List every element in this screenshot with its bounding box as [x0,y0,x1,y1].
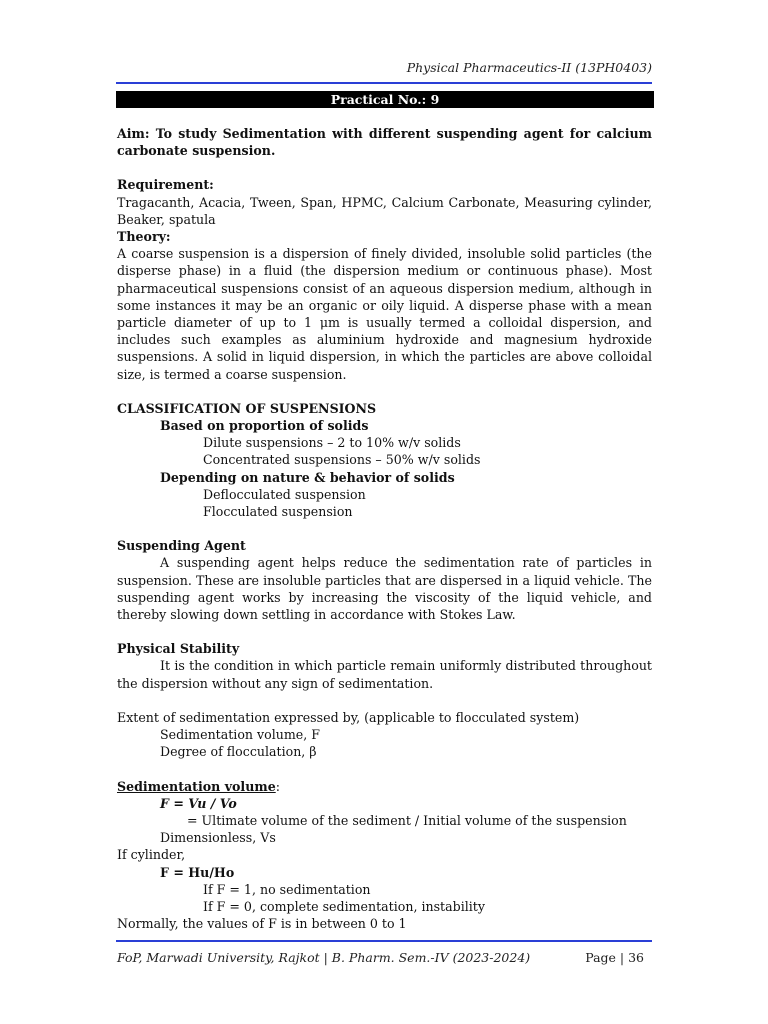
footer-divider [116,940,652,942]
practical-title: Practical No.: 9 [330,92,440,107]
header-divider [116,82,652,84]
formula-sedimentation-volume: F = Vu / Vo [160,795,237,811]
physical-stability-text: It is the condition in which particle remain uniformly distributed throughout the dispersion without any sign of sedimentation. [117,658,652,691]
formula-height-ratio: F = Hu/Ho [160,864,235,880]
classification-heading: CLASSIFICATION OF SUSPENSIONS [117,400,377,416]
extent-item: Sedimentation volume, F [160,727,321,743]
theory-heading: Theory: [117,229,171,245]
page-number: Page | 36 [585,950,644,965]
classification-item: Concentrated suspensions – 50% w/v solids [203,452,481,468]
case-item: If F = 0, complete sedimentation, instability [203,898,485,914]
classification-item: Dilute suspensions – 2 to 10% w/v solids [203,435,461,451]
aim-text: Aim: To study Sedimentation with different suspending agent for calcium carbonate suspension. [117,126,652,159]
requirement-text: Tragacanth, Acacia, Tween, Span, HPMC, Calcium Carbonate, Measuring cylinder, Beaker, spatula [117,194,652,227]
extent-item: Degree of flocculation, β [160,744,317,760]
sedimentation-volume-heading: Sedimentation volume [117,778,276,794]
requirement-heading: Requirement: [117,177,214,193]
dimension-text: Dimensionless, Vs [160,830,276,846]
classification-item: Flocculated suspension [203,504,353,520]
classification-group-title: Based on proportion of solids [160,418,369,434]
classification-group-title: Depending on nature & behavior of solids [160,469,455,485]
suspending-agent-heading: Suspending Agent [117,538,246,554]
practical-title-bar [116,91,654,108]
if-cylinder-text: If cylinder, [117,847,186,863]
classification-item: Deflocculated suspension [203,486,366,502]
suspending-agent-text: A suspending agent helps reduce the sedimentation rate of particles in suspension. These are insoluble particles that are dispersed in a liquid vehicle. The suspending agent works by increasing the viscosity of the liquid vehicle, and thereby slowing down settling in accordance with Stokes Law. [117,555,652,623]
sedimentation-volume-heading-line [117,778,652,795]
heading-colon: : [275,778,280,794]
case-item: If F = 1, no sedimentation [203,881,371,897]
formula-definition: = Ultimate volume of the sediment / Initial volume of the suspension [187,812,627,828]
extent-intro: Extent of sedimentation expressed by, (applicable to flocculated system) [117,709,580,725]
normally-text: Normally, the values of F is in between 0 to 1 [117,916,407,932]
header-course-title: Physical Pharmaceutics-II (13PH0403) [406,60,652,75]
page-content [117,125,652,932]
theory-text: A coarse suspension is a dispersion of finely divided, insoluble solid particles (the disperse phase) in a fluid (the dispersion medium or continuous phase). Most pharmaceutical suspensions consist of an aqueous dispersion medium, although in some instances it may be an organic or oily liquid. A disperse phase with a mean particle diameter of up to 1 μm is usually termed a colloidal dispersion, and includes such examples as aluminium hydroxide and magnesium hydroxide suspensions. A solid in liquid dispersion, in which the particles are above colloidal size, is termed a coarse suspension. [117,246,652,382]
physical-stability-heading: Physical Stability [117,641,240,657]
footer-institution: FoP, Marwadi University, Rajkot | B. Pharm. Sem.-IV (2023-2024) [117,950,531,965]
